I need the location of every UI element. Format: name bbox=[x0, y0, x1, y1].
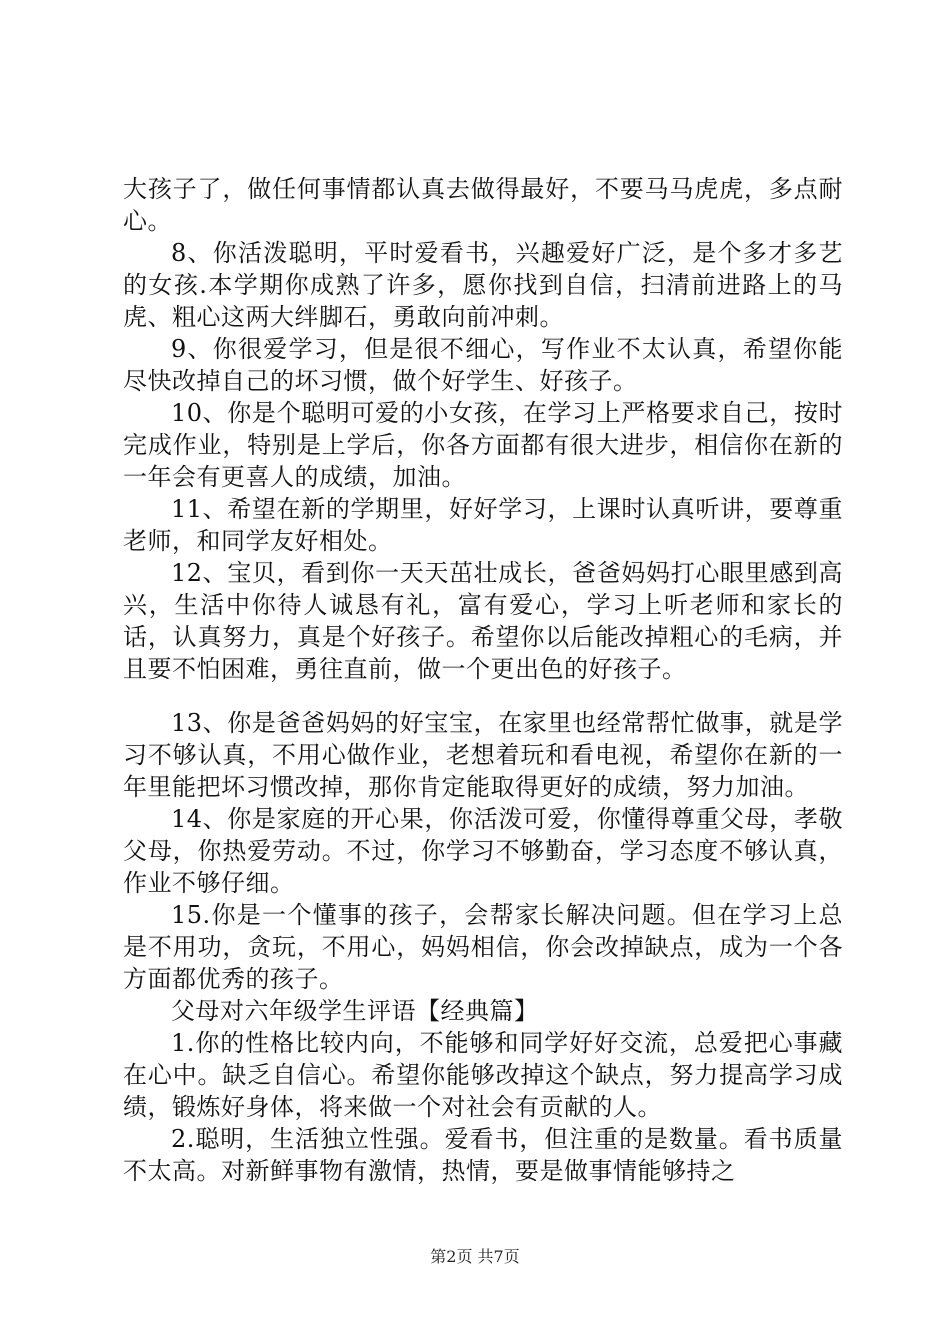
paragraph-item-12: 12、宝贝，看到你一天天茁壮成长，爸爸妈妈打心眼里感到高兴，生活中你待人诚恳有礼，富有爱心，学习上听老师和家长的话，认真努力，真是个好孩子。希望你以后能改掉粗心的毛病，并且要不怕困难，勇往直前，做一个更出色的好孩子。 bbox=[123, 559, 843, 683]
paragraph-item-8: 8、你活泼聪明，平时爱看书，兴趣爱好广泛，是个多才多艺的女孩.本学期你成熟了许多，愿你找到自信，扫清前进路上的马虎、粗心这两大绊脚石，勇敢向前冲刺。 bbox=[123, 239, 843, 331]
paragraph-item-11: 11、希望在新的学期里，好好学习，上课时认真听讲，要尊重老师，和同学友好相处。 bbox=[123, 495, 843, 555]
paragraph-item-15: 15.你是一个懂事的孩子，会帮家长解决问题。但在学习上总是不用功，贪玩，不用心，妈妈相信，你会改掉缺点，成为一个各方面都优秀的孩子。 bbox=[123, 901, 843, 993]
section-heading: 父母对六年级学生评语【经典篇】 bbox=[171, 997, 539, 1025]
paragraph-item-9: 9、你很爱学习，但是很不细心，写作业不太认真，希望你能尽快改掉自己的坏习惯，做个好学生、好孩子。 bbox=[123, 335, 843, 395]
document-body bbox=[123, 173, 843, 1187]
paragraph-classic-2: 2.聪明，生活独立性强。爱看书，但注重的是数量。看书质量不太高。对新鲜事物有激情，热情，要是做事情能够持之 bbox=[123, 1125, 843, 1185]
paragraph-item-14: 14、你是家庭的开心果，你活泼可爱，你懂得尊重父母，孝敬父母，你热爱劳动。不过，你学习不够勤奋，学习态度不够认真，作业不够仔细。 bbox=[123, 805, 843, 897]
paragraph-item-10: 10、你是个聪明可爱的小女孩，在学习上严格要求自己，按时完成作业，特别是上学后，你各方面都有很大进步，相信你在新的一年会有更喜人的成绩，加油。 bbox=[123, 399, 843, 491]
page-number-footer: 第2页 共7页 bbox=[430, 1247, 520, 1266]
paragraph-continuation: 大孩子了，做任何事情都认真去做得最好，不要马马虎虎，多点耐心。 bbox=[123, 175, 843, 235]
paragraph-classic-1: 1.你的性格比较内向，不能够和同学好好交流，总爱把心事藏在心中。缺乏自信心。希望你能够改掉这个缺点，努力提高学习成绩，锻炼好身体，将来做一个对社会有贡献的人。 bbox=[123, 1029, 843, 1121]
paragraph-item-13: 13、你是爸爸妈妈的好宝宝，在家里也经常帮忙做事，就是学习不够认真，不用心做作业，老想着玩和看电视，希望你在新的一年里能把坏习惯改掉，那你肯定能取得更好的成绩，努力加油。 bbox=[123, 709, 843, 801]
